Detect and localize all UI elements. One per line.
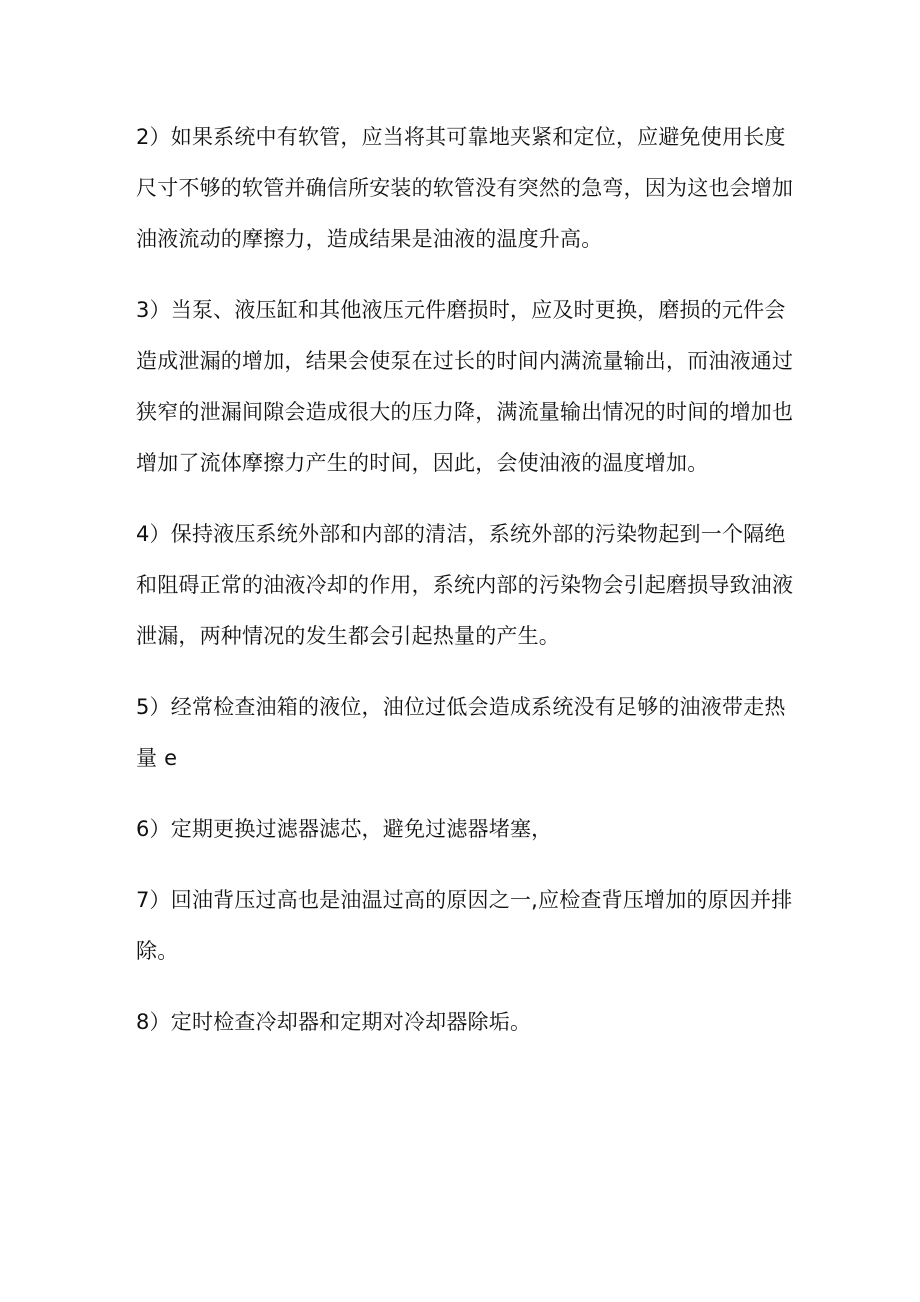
paragraph-item-5: 5）经常检查油箱的液位，油位过低会造成系统没有足够的油液带走热量 e: [136, 695, 786, 770]
paragraph-item-3: 3）当泵、液压缸和其他液压元件磨损时，应及时更换，磨损的元件会造成泄漏的增加，结果会使泵在过长的时间内满流量输出，而油液通过狭窄的泄漏间隙会造成很大的压力降，满流量输出情况的时间的增加也增加了流体摩擦力产生的时间，因此，会使油液的温度增加。: [136, 298, 794, 475]
paragraph-item-2: 2）如果系统中有软管，应当将其可靠地夹紧和定位，应避免使用长度尺寸不够的软管并确信所安装的软管没有突然的急弯，因为这也会增加油液流动的摩擦力，造成结果是油液的温度升高。: [136, 125, 794, 251]
paragraph-item-7: 7）回油背压过高也是油温过高的原因之一,应检查背压增加的原因并排除。: [136, 888, 793, 963]
paragraph-item-4: 4）保持液压系统外部和内部的清洁，系统外部的污染物起到一个隔绝和阻碍正常的油液冷却的作用，系统内部的污染物会引起磨损导致油液泄漏，两种情况的发生都会引起热量的产生。: [136, 522, 794, 648]
paragraph-item-6: 6）定期更换过滤器滤芯，避免过滤器堵塞，: [136, 817, 553, 841]
paragraph-item-8: 8）定时检查冷却器和定期对冷却器除垢。: [136, 1010, 532, 1034]
document-body: [136, 112, 796, 1068]
